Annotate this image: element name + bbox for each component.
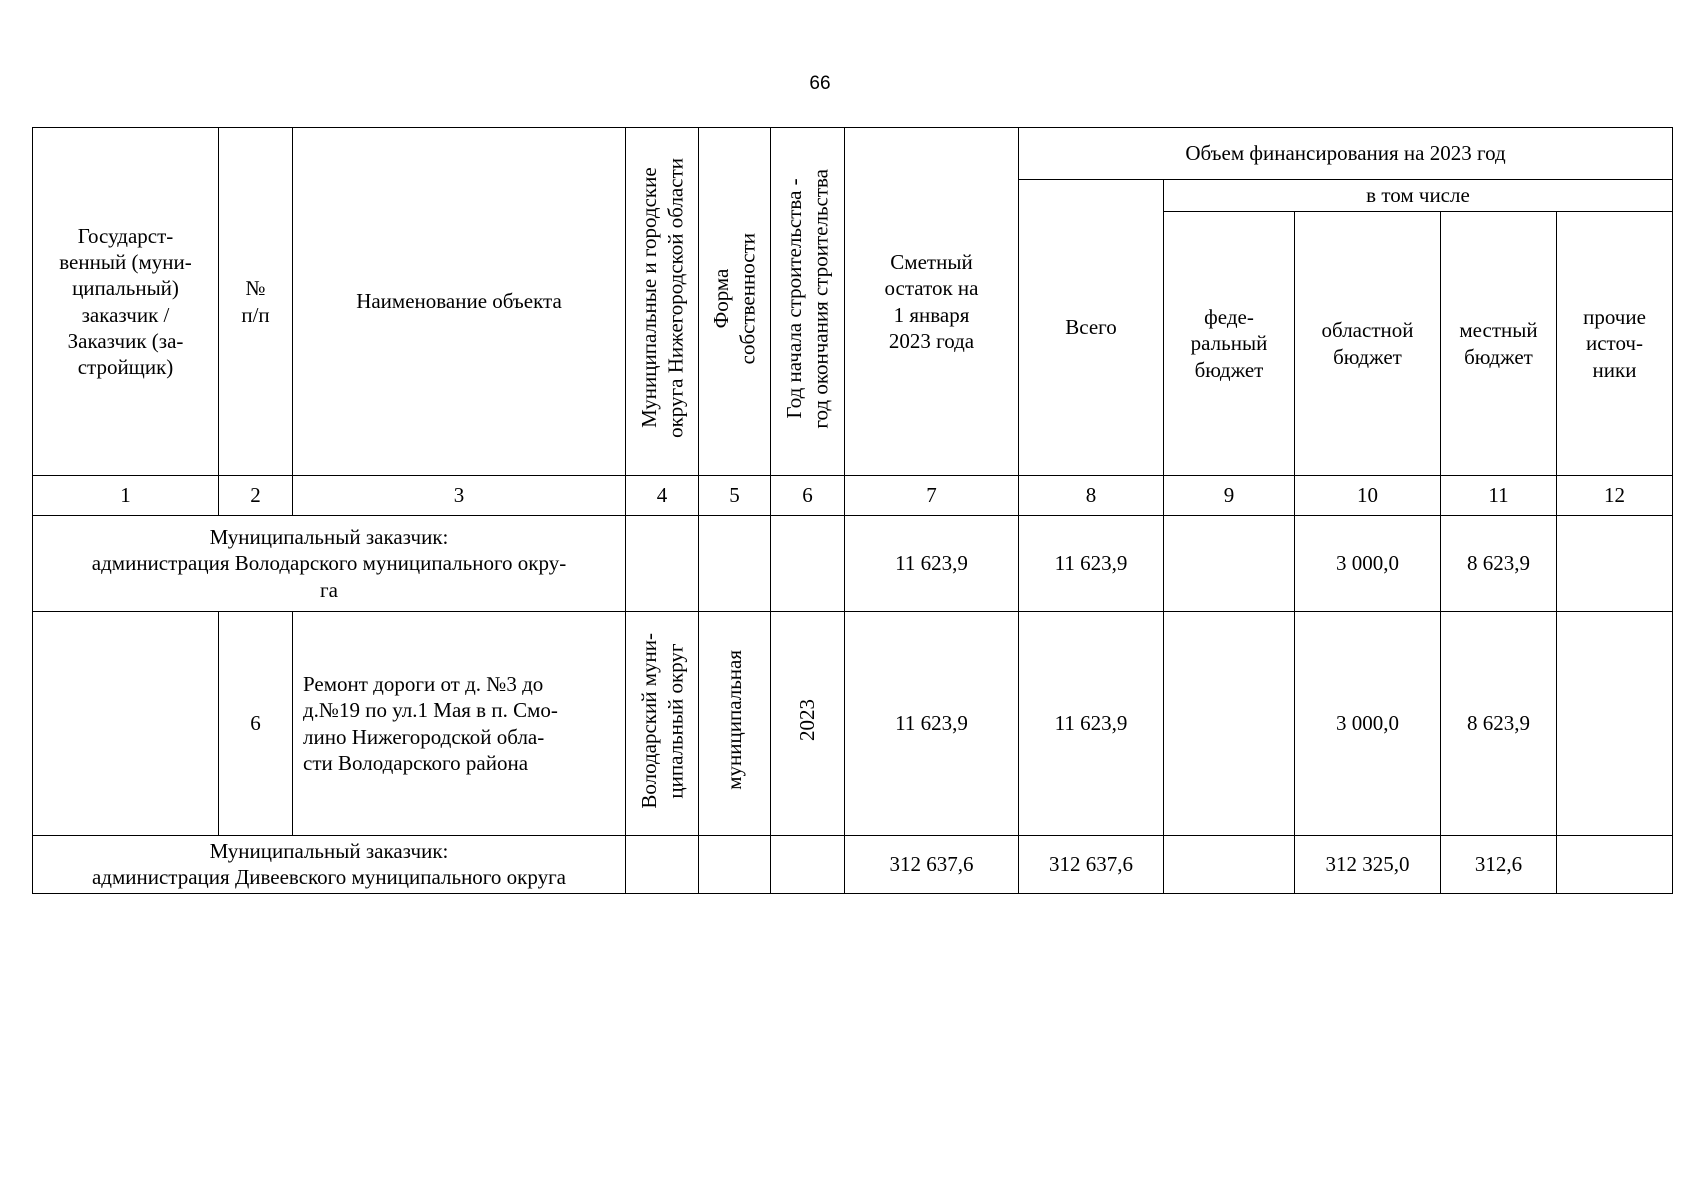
row-other xyxy=(1557,612,1673,836)
table-row xyxy=(33,612,1673,836)
empty-cell xyxy=(626,516,699,612)
header-other: прочие источ- ники xyxy=(1557,212,1673,476)
header-municipalities: Муниципальные и городские округа Нижегородской области xyxy=(626,128,699,476)
empty-cell xyxy=(771,836,845,894)
row-years: 2023 xyxy=(771,612,845,836)
group-customer: Муниципальный заказчик: администрация Володарского муниципального окру- га xyxy=(33,516,626,612)
header-years: Год начала строительства - год окончания строительства xyxy=(771,128,845,476)
header-customer: Государст- венный (муни- ципальный) заказчик / Заказчик (за- стройщик) xyxy=(33,128,219,476)
group-estimate: 312 637,6 xyxy=(845,836,1019,894)
empty-cell xyxy=(699,836,771,894)
column-number: 8 xyxy=(1019,476,1164,516)
group-local: 312,6 xyxy=(1441,836,1557,894)
header-estimate: Сметный остаток на 1 января 2023 года xyxy=(845,128,1019,476)
column-number: 7 xyxy=(845,476,1019,516)
row-object-name: Ремонт дороги от д. №3 до д.№19 по ул.1 Мая в п. Смо- лино Нижегородской обла- сти Володарского района xyxy=(293,612,626,836)
header-financing: Объем финансирования на 2023 год xyxy=(1019,128,1673,180)
group-other xyxy=(1557,516,1673,612)
header-regional: областной бюджет xyxy=(1295,212,1441,476)
financing-table xyxy=(32,127,1673,894)
column-number: 3 xyxy=(293,476,626,516)
group-other xyxy=(1557,836,1673,894)
column-number: 9 xyxy=(1164,476,1295,516)
column-number: 4 xyxy=(626,476,699,516)
header-total: Всего xyxy=(1019,180,1164,476)
column-number: 10 xyxy=(1295,476,1441,516)
header-object-name: Наименование объекта xyxy=(293,128,626,476)
group-customer: Муниципальный заказчик: администрация Дивеевского муниципального округа xyxy=(33,836,626,894)
group-local: 8 623,9 xyxy=(1441,516,1557,612)
group-row-diveevsky xyxy=(33,836,1673,894)
empty-cell xyxy=(626,836,699,894)
group-federal xyxy=(1164,516,1295,612)
header-local: местный бюджет xyxy=(1441,212,1557,476)
empty-cell xyxy=(33,612,219,836)
row-regional: 3 000,0 xyxy=(1295,612,1441,836)
column-numbers-row xyxy=(33,476,1673,516)
group-total: 312 637,6 xyxy=(1019,836,1164,894)
column-number: 6 xyxy=(771,476,845,516)
column-number: 1 xyxy=(33,476,219,516)
row-total: 11 623,9 xyxy=(1019,612,1164,836)
column-number: 11 xyxy=(1441,476,1557,516)
row-num: 6 xyxy=(219,612,293,836)
header-federal: феде- ральный бюджет xyxy=(1164,212,1295,476)
group-estimate: 11 623,9 xyxy=(845,516,1019,612)
column-number: 2 xyxy=(219,476,293,516)
header-num: № п/п xyxy=(219,128,293,476)
row-local: 8 623,9 xyxy=(1441,612,1557,836)
page-number: 66 xyxy=(809,73,831,94)
empty-cell xyxy=(771,516,845,612)
group-row-volodarsky xyxy=(33,516,1673,612)
header-including: в том числе xyxy=(1164,180,1673,212)
group-regional: 3 000,0 xyxy=(1295,516,1441,612)
column-number: 5 xyxy=(699,476,771,516)
header-ownership: Форма собственности xyxy=(699,128,771,476)
row-estimate: 11 623,9 xyxy=(845,612,1019,836)
row-ownership: муниципальная xyxy=(699,612,771,836)
group-regional: 312 325,0 xyxy=(1295,836,1441,894)
group-total: 11 623,9 xyxy=(1019,516,1164,612)
row-federal xyxy=(1164,612,1295,836)
group-federal xyxy=(1164,836,1295,894)
empty-cell xyxy=(699,516,771,612)
column-number: 12 xyxy=(1557,476,1673,516)
row-municipality: Володарский муни- ципальный округ xyxy=(626,612,699,836)
